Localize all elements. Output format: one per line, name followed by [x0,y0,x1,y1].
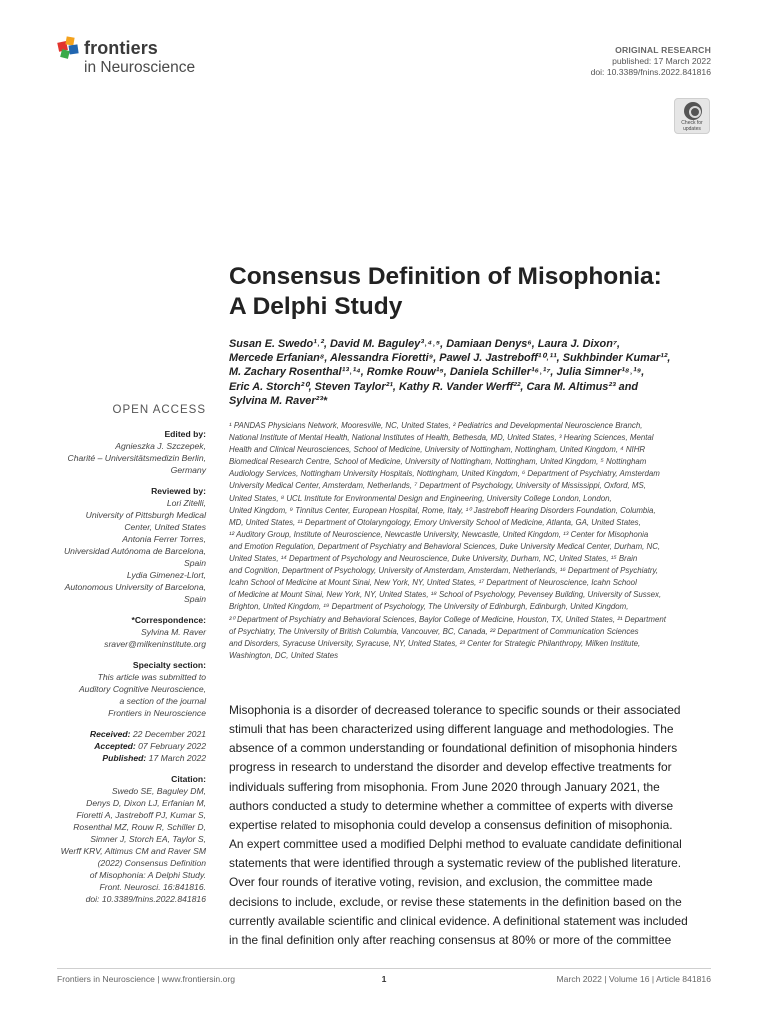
affiliation-line: Washington, DC, United States [229,650,339,660]
accepted-label: Accepted: [94,741,136,751]
affiliation-line: and Emotion Regulation, Department of Psychiatry and Behavioral Sciences, Duke University Medical Center, Durham, NC, [229,541,661,551]
doi-link[interactable]: doi: 10.3389/fnins.2022.841816 [590,67,711,77]
affiliation-line: ¹ PANDAS Physicians Network, Mooresville, NC, United States, ² Pediatrics and Developmental Neuroscience Branch, [229,421,643,430]
affiliation-line: Biomedical Research Centre, School of Medicine, University of Nottingham, Nottingham, United Kingdom, ⁵ Nottingham [229,457,647,467]
citation-line: Werff KRV, Altimus CM and Raver SM [60,846,206,856]
author-line[interactable]: M. Zachary Rosenthal¹³˒¹⁴, Romke Rouw¹⁵, Daniela Schiller¹⁶˒¹⁷, Julia Simner¹⁸˒¹⁹, [229,366,645,379]
citation-line: Denys D, Dixon LJ, Erfanian M, [86,798,206,808]
footer-journal-link[interactable]: Frontiers in Neuroscience | www.frontiersin.org [57,974,235,984]
abstract-line: decisions to include, exclude, or revise these statements in the definition based on the [229,894,682,909]
affiliation-line: Audiology Services, Nottingham University Hospitals, Nottingham, United Kingdom, ⁶ Department of Psychiatry, Amsterdam [229,469,660,479]
correspondence-email[interactable]: sraver@milkeninstitute.org [104,639,206,649]
affiliation-line: Brighton, United Kingdom, ¹⁹ Department of Psychology, The University of Edinburgh, Edinburgh, United Kingdom, [229,602,629,612]
affiliation-line: of Psychiatry, The University of British Columbia, Vancouver, BC, Canada, ²² Department of Communication Sciences [229,626,639,636]
affiliation-line: United States, ⁸ UCL Institute for Environmental Design and Engineering, University College London, London, [229,493,612,503]
author-line[interactable]: Mercede Erfanian⁸, Alessandra Fioretti⁹, Pawel J. Jastreboff¹⁰˒¹¹, Sukhbinder Kumar¹², [229,352,671,365]
published-date: published: 17 March 2022 [612,56,711,66]
editor-line: Agnieszka J. Szczepek, [115,441,206,451]
affiliation-line: and Cognition, Department of Psychology, University of Amsterdam, Amsterdam, Netherlands, ¹⁶ Department of Psychiatry, [229,566,659,576]
check-for-updates-button[interactable] [674,98,710,134]
abstract-line: currently available scientific and clinical evidence. A definitional statement was included [229,913,688,928]
edited-by-label: Edited by: [164,429,206,439]
affiliation-line: United Kingdom, ⁹ Tinnitus Center, European Hospital, Rome, Italy, ¹⁰ Jastreboff Hearing Disorders Foundation, Columbia, [229,505,656,515]
correspondence-section [30,614,206,650]
reviewed-by-section [30,485,206,605]
abstract [229,701,711,950]
author-line[interactable]: Sylvina M. Raver²³* [229,394,328,407]
article-meta [591,45,711,78]
check-updates-icon [684,102,702,120]
author-line[interactable]: Eric A. Storch²⁰, Steven Taylor²¹, Kathy R. Vander Werff²², Cara M. Altimus²³ and [229,380,638,393]
abstract-line: statements that were identified through a systematic review of the published literature. [229,856,682,871]
frontiers-logo-icon [57,36,81,60]
abstract-line: An expert committee used a modified Delphi method to evaluate candidate definitional [229,837,682,852]
footer-divider [57,968,711,969]
check-updates-label: Check for updates [681,120,703,132]
reviewer-line: Lydia Gimenez-Llort, [126,570,206,580]
affiliation-line: University Medical Center, Amsterdam, Netherlands, ⁷ Department of Psychology, University of Mississippi, Oxford, MS, [229,481,646,491]
received-label: Received: [89,729,131,739]
author-list [229,337,714,408]
published-row [30,752,206,764]
article-sidebar [30,404,206,914]
accepted-row [30,740,206,752]
brand-name: frontiers [84,38,158,58]
abstract-line: Over four rounds of iterative voting, revision, and exclusion, the committee made [229,875,653,890]
affiliations [229,420,717,662]
journal-logo[interactable] [57,34,227,80]
dates-section [30,728,206,764]
article-type: ORIGINAL RESEARCH [615,45,711,55]
abstract-line: stimuli that has been characterized using different language and methodologies. The [229,722,674,737]
correspondence-label: *Correspondence: [131,615,206,625]
reviewer-line: University of Pittsburgh Medical [85,510,206,520]
reviewer-line: Universidad Autónoma de Barcelona, [63,546,206,556]
affiliation-line: MD, United States, ¹¹ Department of Otolaryngology, Emory University School of Medicine, Atlanta, GA, United States, [229,517,641,527]
specialty-line: Auditory Cognitive Neuroscience, [78,684,206,694]
abstract-line: expertise related to misophonia could develop a consensus definition of misophonia. [229,817,673,832]
affiliation-line: of Medicine at Mount Sinai, New York, NY, United States, ¹⁸ School of Psychology, Pevensey Building, University of Sussex, [229,590,662,600]
affiliation-line: United States, ¹⁴ Department of Psychology and Neuroscience, Duke University, Durham, NC, United States, ¹⁵ Brain [229,554,638,564]
citation-section [30,773,206,905]
specialty-section [30,659,206,719]
editor-line: Germany [170,465,206,475]
author-line[interactable]: Susan E. Swedo¹˒², David M. Baguley³˒⁴˒⁵, Damiaan Denys⁶, Laura J. Dixon⁷, [229,338,621,350]
abstract-line: Misophonia is a disorder of decreased tolerance to specific sounds or their associated [229,703,681,717]
specialty-label: Specialty section: [132,660,206,670]
published-label: Published: [102,753,147,763]
reviewer-line: Lori Zitelli, [166,498,206,508]
abstract-line: absence of a common understanding or foundational definition of misophonia hinders [229,741,678,756]
specialty-line: a section of the journal [119,696,206,706]
affiliation-line: Icahn School of Medicine at Mount Sinai, New York, NY, United States, ¹⁷ Department of Neuroscience, Icahn School [229,578,637,588]
abstract-line: individuals suffering from misophonia. From June 2020 through January 2021, the [229,779,660,794]
citation-label: Citation: [171,774,206,784]
specialty-line: This article was submitted to [97,672,206,682]
title-line: Consensus Definition of Misophonia: [229,263,662,290]
citation-line: Fioretti A, Jastreboff PJ, Kumar S, [76,810,206,820]
footer-issue-info: March 2022 | Volume 16 | Article 841816 [556,974,711,984]
accepted-date: 07 February 2022 [138,741,206,751]
citation-doi[interactable]: doi: 10.3389/fnins.2022.841816 [85,894,206,904]
citation-line: Swedo SE, Baguley DM, [111,786,206,796]
abstract-line: progress in research to understand the disorder and develop effective treatments for [229,760,672,775]
editor-line: Charité – Universitätsmedizin Berlin, [67,453,206,463]
reviewer-line: Autonomous University of Barcelona, [64,582,206,592]
open-access-label: OPEN ACCESS [112,404,206,416]
abstract-line: in the final definition only after reaching consensus at 80% or more of the committee [229,932,672,947]
reviewer-line: Spain [184,594,206,604]
page-number: 1 [381,974,387,984]
received-date: 22 December 2021 [132,729,206,739]
citation-line: of Misophonia: A Delphi Study. [89,870,206,880]
specialty-line: Frontiers in Neuroscience [108,708,206,718]
received-row [30,728,206,740]
citation-line: Simner J, Storch EA, Taylor S, [90,834,206,844]
affiliation-line: Health and Clinical Neurosciences, School of Medicine, University of Nottingham, Nottingham, United Kingdom, ⁴ NIHR [229,445,646,455]
affiliation-line: National Institute of Mental Health, National Institutes of Health, Bethesda, MD, United States, ³ Hearing Sciences, Mental [229,433,654,443]
correspondence-name: Sylvina M. Raver [141,627,206,637]
affiliation-line: ¹² Auditory Group, Institute of Neuroscience, Newcastle University, Newcastle, United Kingdom, ¹³ Center for Misophonia [229,529,649,539]
reviewer-line: Center, United States [124,522,206,532]
title-line: A Delphi Study [229,293,403,320]
abstract-line: authors conducted a study to determine whether a committee of experts with diverse [229,798,674,813]
affiliation-line: ²⁰ Department of Psychiatry and Behavioral Sciences, Baylor College of Medicine, Houston, TX, United States, ²¹ Department [229,614,666,624]
edited-by-section [30,428,206,476]
reviewed-by-label: Reviewed by: [151,486,206,496]
citation-line: Rosenthal MZ, Rouw R, Schiller D, [73,822,206,832]
citation-line: Front. Neurosci. 16:841816. [99,882,206,892]
reviewer-line: Antonia Ferrer Torres, [122,534,206,544]
article-title [229,262,719,322]
citation-line: (2022) Consensus Definition [97,858,206,868]
journal-name: in Neuroscience [84,59,196,76]
published-date-sidebar: 17 March 2022 [148,753,206,763]
reviewer-line: Spain [184,558,206,568]
affiliation-line: and Disorders, Syracuse University, Syracuse, NY, United States, ²³ Center for Strategic Philanthropy, Milken Institute, [229,638,641,648]
